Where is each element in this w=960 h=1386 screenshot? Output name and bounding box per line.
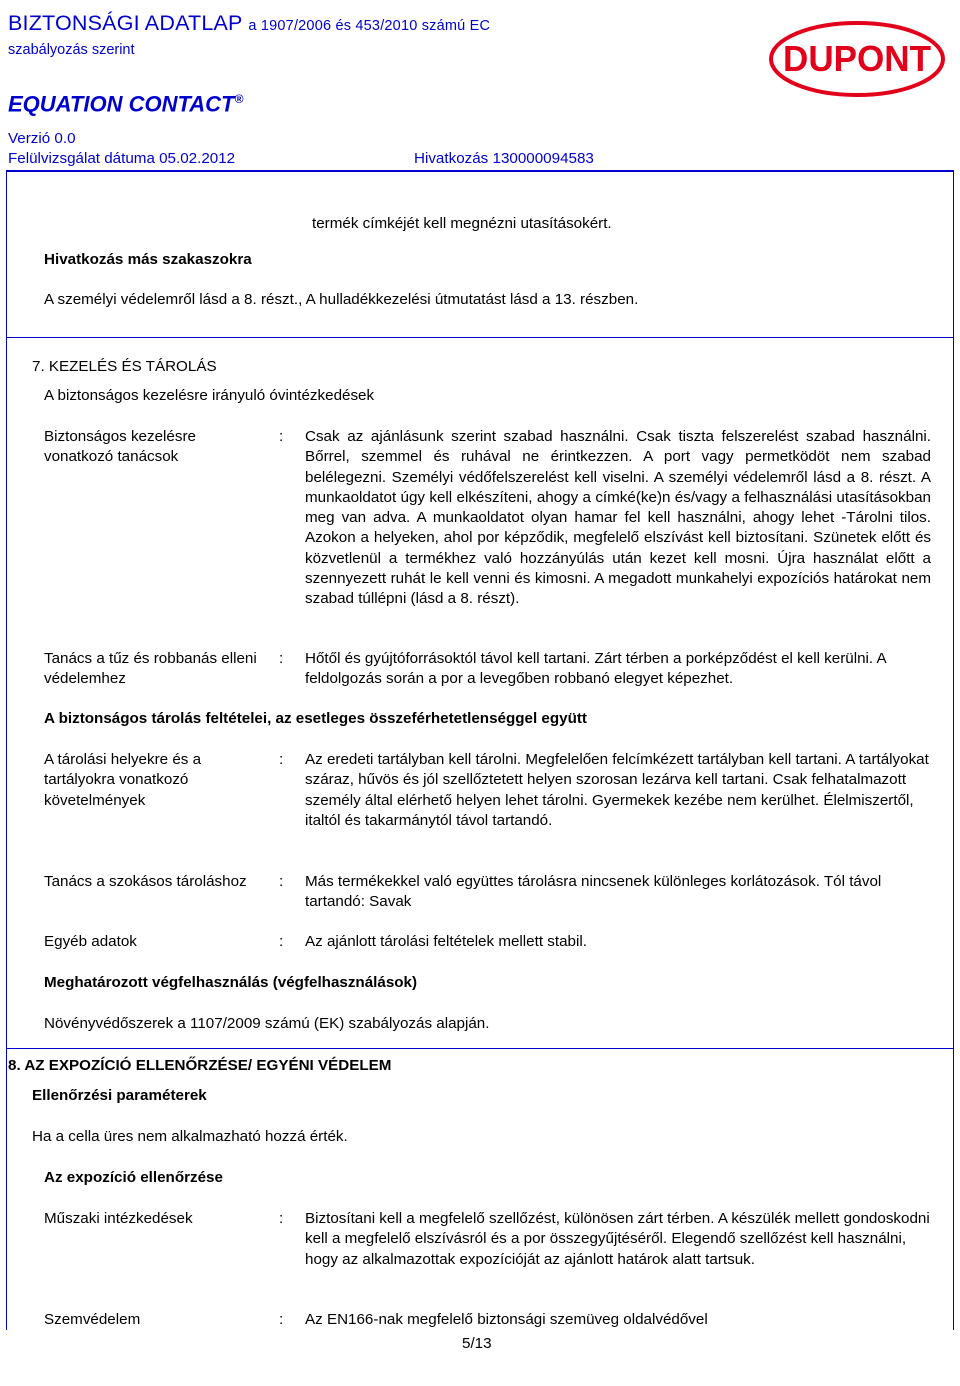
section-7-heading: 7. KEZELÉS ÉS TÁROLÁS xyxy=(32,358,217,375)
tech-text: Biztosítani kell a megfelelő szellőzést, különösen zárt térben. A készülék mellett gondoskodni kell a megfelelő elszívásról és a por összegyűjtéséről. Elegendő szellőzést kell használni, hogy az alkalmazottak expozícióját az ajánlott határok alatt tartsuk. xyxy=(305,1210,930,1268)
refs-label: Hivatkozás más szakaszokra xyxy=(44,251,252,268)
handling-text: Csak az ajánlásunk szerint szabad használni. Csak tiszta felszerelést szabad használni. Bőrrel, szemmel és ruhával ne érintkezzen. A port vagy permetködöt nem szabad belélegezni. Személyi védőfelszerelést kell viselni. A személyi védelemről lásd a 8. részt. A munkaoldatot úgy kell elkészíteni, ahogy a címké(ke)n és/vagy a felhasználási utasításokban meg van adva. A munkaoldatot olyan hamar fel kell használni, ahogy lehet -Tárolni tilos. Azokon a helyeken, ahol por képződik, megfelelő elszívást kell biztosítani. Szünetek előtt és közvetlenül a termékhez való hozzányúlás után kezet kell mosni. Újra használat előtt a szennyezett ruhát le kell venni és kimosni. A megadott munkahelyi expozíciós határokat nem szabad túllépni (lásd a 8. részt). xyxy=(305,428,931,608)
continued-text: termék címkéjét kell megnézni utasításokért. xyxy=(312,215,612,232)
params-subheading: Ellenőrzési paraméterek xyxy=(32,1087,207,1104)
registered-mark: ® xyxy=(234,92,244,106)
enduse-text: Növényvédőszerek a 1107/2009 számú (EK) szabályozás alapján. xyxy=(44,1015,490,1032)
header-rule xyxy=(6,170,954,172)
storage-text: Az eredeti tartályban kell tárolni. Megfelelően felcímkézett tartályban kell tartani. A tartályokat száraz, hűvös és jól szellőztetett helyen szorosan lezárva kell tartani. Csak felhatalmazott személy által elérhető helyen lehet tárolni. Gyermekek kezébe nem kerülhet. Élelmiszertől, italtól és takarmánytól távol tartandó. xyxy=(305,751,929,829)
section-8-heading: 8. AZ EXPOZÍCIÓ ELLENŐRZÉSE/ EGYÉNI VÉDELEM xyxy=(8,1057,392,1074)
section-divider-8 xyxy=(6,1048,954,1049)
handling-subheading: A biztonságos kezelésre irányuló óvintézkedések xyxy=(44,387,375,404)
exposure-subheading: Az expozíció ellenőrzése xyxy=(44,1169,223,1186)
other-label: Egyéb adatok xyxy=(44,933,137,950)
tech-colon: : xyxy=(279,1210,284,1227)
eye-text: Az EN166-nak megfelelő biztonsági szemüveg oldalvédővel xyxy=(305,1311,708,1328)
enduse-subheading: Meghatározott végfelhasználás (végfelhasználások) xyxy=(44,974,418,991)
fire-colon: : xyxy=(279,650,284,667)
storage-subheading: A biztonságos tárolás feltételei, az esetleges összeférhetetlenséggel együtt xyxy=(44,710,587,727)
common-storage-text: Más termékekkel való együttes tárolásra nincsenek különleges korlátozások. Tól távol tartandó: Savak xyxy=(305,873,882,911)
version-label: Verzió 0.0 xyxy=(8,130,76,147)
other-text: Az ajánlott tárolási feltételek mellett stabil. xyxy=(305,933,587,950)
tech-label: Műszaki intézkedések xyxy=(44,1210,193,1227)
review-date: Felülvizsgálat dátuma 05.02.2012 xyxy=(8,150,236,167)
left-border xyxy=(6,170,7,1330)
storage-colon: : xyxy=(279,751,284,768)
handling-label: Biztonságos kezelésre vonatkozó tanácsok xyxy=(44,428,196,466)
reference-number: Hivatkozás 130000094583 xyxy=(414,150,594,167)
eye-colon: : xyxy=(279,1311,284,1328)
fire-text: Hőtől és gyújtóforrásoktól távol kell tartani. Zárt térben a porképződést el kell kerülni. A feldolgozás során a por a levegőben robbanó elegyet képezhet. xyxy=(305,650,886,688)
common-storage-label: Tanács a szokásos tároláshoz xyxy=(44,873,247,890)
other-colon: : xyxy=(279,933,284,950)
params-text: Ha a cella üres nem alkalmazható hozzá érték. xyxy=(32,1128,348,1145)
handling-colon: : xyxy=(279,428,284,445)
fire-label: Tanács a tűz és robbanás elleni védelemhez xyxy=(44,650,257,688)
right-border xyxy=(953,170,954,1330)
product-name: EQUATION CONTACT® xyxy=(8,91,244,117)
document-title: BIZTONSÁGI ADATLAP a 1907/2006 és 453/2010 számú EC xyxy=(8,11,491,35)
regulation-subtitle: szabályozás szerint xyxy=(8,42,135,58)
dupont-logo-icon xyxy=(768,20,946,98)
section-divider-top xyxy=(6,337,954,338)
page-number: 5/13 xyxy=(462,1335,492,1352)
common-storage-colon: : xyxy=(279,873,284,890)
eye-label: Szemvédelem xyxy=(44,1311,141,1328)
logo-wordmark: DUPONT xyxy=(783,38,932,79)
refs-text: A személyi védelemről lásd a 8. részt., A hulladékkezelési útmutatást lásd a 13. részben. xyxy=(44,291,639,308)
storage-label: A tárolási helyekre és a tartályokra vonatkozó követelmények xyxy=(44,751,202,809)
